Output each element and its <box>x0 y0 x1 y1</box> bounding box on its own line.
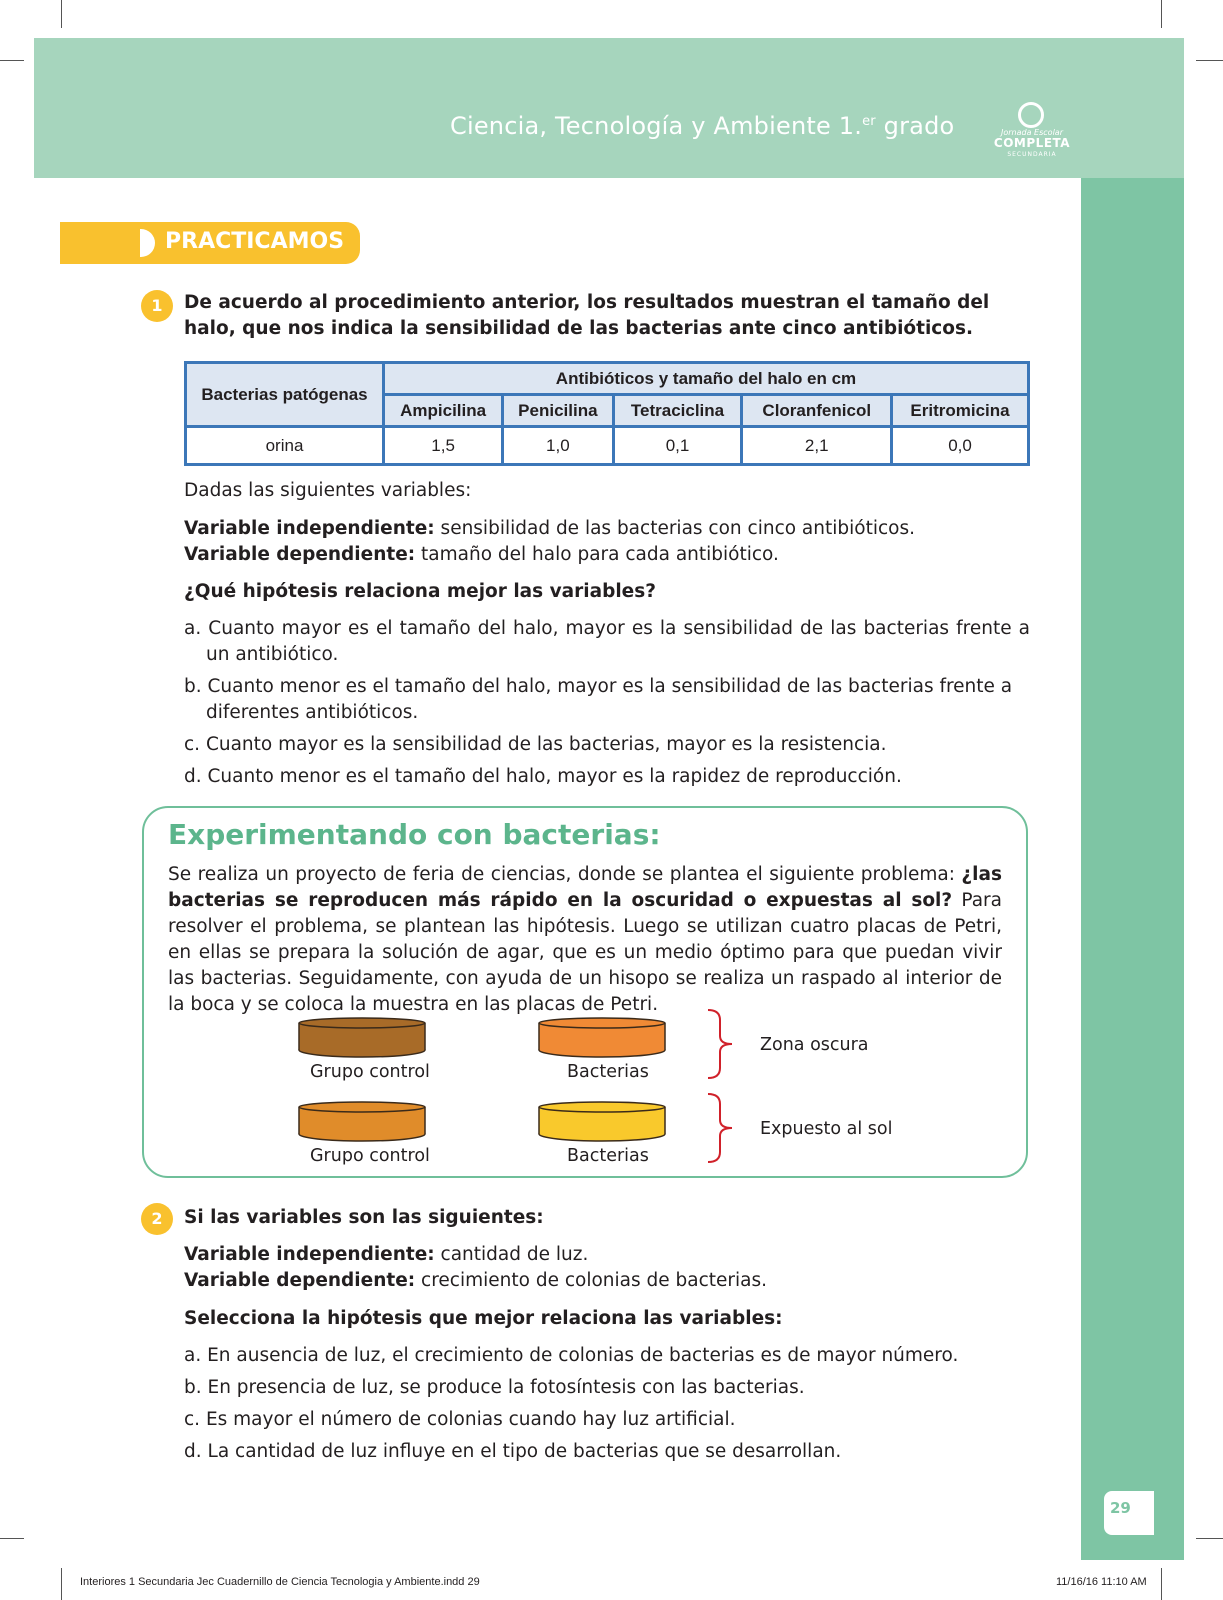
question-1-prompt: De acuerdo al procedimiento anterior, los resultados muestran el tamaño del halo, que nos indica la sensibilidad de las bacterias ante cinco antibióticos. <box>184 292 990 339</box>
right-brace-icon <box>706 1092 742 1164</box>
crop-mark <box>0 60 24 61</box>
independent-variable: Variable independiente: sensibilidad de las bacterias con cinco antibióticos. <box>184 518 915 539</box>
option-c: c. Es mayor el número de colonias cuando hay luz artificial. <box>184 1409 736 1430</box>
question-2-question: Selecciona la hipótesis que mejor relaciona las variables: <box>184 1308 783 1329</box>
experiment-description: Se realiza un proyecto de feria de ciencias, donde se plantea el siguiente problema: ¿las bacterias se reproducen más rápido en la oscuridad o expuestas al sol? Para resolver el problema, se plantean las hipótesis. Luego se utilizan cuatro placas de Petri, en ellas se prepara la solución de agar, que es un medio óptimo para que puedan vivir las bacterias. Seguidamente, con ayuda de un hisopo se realiza un raspado al interior de la boca y se coloca la muestra en las placas de Petri. <box>168 864 1002 1015</box>
dish-label: Bacterias <box>567 1146 649 1166</box>
table-column-header: Tetraciclina <box>613 395 742 427</box>
table-row-header: Bacterias patógenas <box>186 363 384 427</box>
option-d: d. Cuanto menor es el tamaño del halo, mayor es la rapidez de reproducción. <box>184 766 902 787</box>
question-1-question: ¿Qué hipótesis relaciona mejor las variables? <box>184 581 656 602</box>
given-variables-intro: Dadas las siguientes variables: <box>184 480 472 501</box>
header-title: Ciencia, Tecnología y Ambiente 1.$^{er}$ grado <box>450 112 955 140</box>
table-row <box>186 427 1029 465</box>
question-number-badge: 2 <box>141 1203 173 1235</box>
independent-variable: Variable independiente: cantidad de luz. <box>184 1244 589 1265</box>
side-band <box>1081 178 1184 1560</box>
table-cell: orina <box>186 427 384 465</box>
table-group-header: Antibióticos y tamaño del halo en cm <box>384 363 1029 395</box>
dish-label: Bacterias <box>567 1062 649 1082</box>
dish-label: Grupo control <box>310 1146 430 1166</box>
footer-timestamp: 11/16/16 11:10 AM <box>1056 1576 1147 1588</box>
right-brace-icon <box>706 1008 742 1080</box>
results-table <box>184 361 1030 466</box>
jornada-escolar-logo: Jornada Escolar COMPLETA SECUNDARIA <box>990 100 1074 158</box>
table-cell: 1,0 <box>503 427 613 465</box>
table-cell: 0,0 <box>892 427 1029 465</box>
petri-dish <box>297 1100 427 1142</box>
zone-sun-label: Expuesto al sol <box>760 1119 893 1139</box>
table-column-header: Eritromicina <box>892 395 1029 427</box>
table-column-header: Cloranfenicol <box>742 395 892 427</box>
petri-dish <box>297 1016 427 1058</box>
zone-dark-label: Zona oscura <box>760 1035 869 1055</box>
crop-mark <box>61 1568 62 1600</box>
dish-label: Grupo control <box>310 1062 430 1082</box>
option-d: d. La cantidad de luz influye en el tipo de bacterias que se desarrollan. <box>184 1441 842 1462</box>
crop-mark <box>1161 1568 1162 1600</box>
table-column-header: Ampicilina <box>384 395 503 427</box>
option-b: b. Cuanto menor es el tamaño del halo, mayor es la sensibilidad de las bacterias frente a diferentes antibióticos. <box>184 676 1013 723</box>
crop-mark <box>1196 60 1223 61</box>
option-b: b. En presencia de luz, se produce la fotosíntesis con las bacterias. <box>184 1377 805 1398</box>
option-a: a. Cuanto mayor es el tamaño del halo, mayor es la sensibilidad de las bacterias frente a un antibiótico. <box>184 618 1030 665</box>
table-column-header: Penicilina <box>503 395 613 427</box>
table-cell: 0,1 <box>613 427 742 465</box>
crop-mark <box>0 1538 24 1539</box>
crop-mark <box>1196 1538 1223 1539</box>
question-2-prompt: Si las variables son las siguientes: <box>184 1207 544 1228</box>
dependent-variable: Variable dependiente: tamaño del halo para cada antibiótico. <box>184 544 779 565</box>
table-cell: 1,5 <box>384 427 503 465</box>
page-number: 29 <box>1110 1499 1131 1517</box>
experiment-title: Experimentando con bacterias: <box>168 818 661 851</box>
footer-file-info: Interiores 1 Secundaria Jec Cuadernillo de Ciencia Tecnologia y Ambiente.indd 29 <box>80 1576 480 1588</box>
option-c: c. Cuanto mayor es la sensibilidad de las bacterias, mayor es la resistencia. <box>184 734 887 755</box>
question-number-badge: 1 <box>141 290 173 322</box>
sun-icon <box>1018 102 1044 128</box>
dependent-variable: Variable dependiente: crecimiento de colonias de bacterias. <box>184 1270 767 1291</box>
petri-dish <box>537 1100 667 1142</box>
petri-dish <box>537 1016 667 1058</box>
option-a: a. En ausencia de luz, el crecimiento de colonias de bacterias es de mayor número. <box>184 1345 959 1366</box>
crop-mark <box>61 0 62 28</box>
section-label: PRACTICAMOS <box>165 229 345 254</box>
crop-mark <box>1161 0 1162 28</box>
table-cell: 2,1 <box>742 427 892 465</box>
